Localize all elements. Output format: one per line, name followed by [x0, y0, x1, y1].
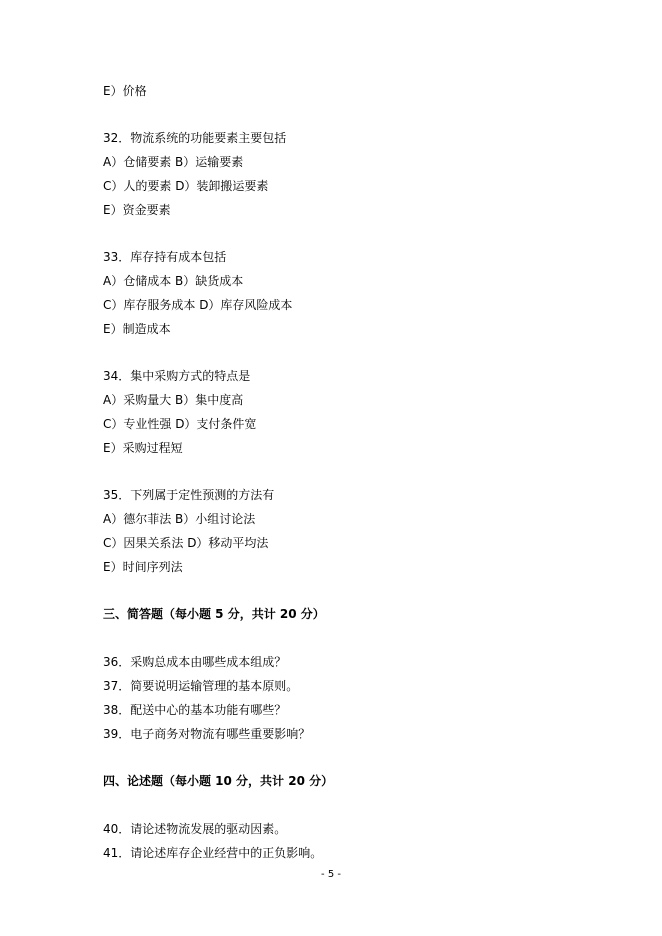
section-3-heading: 三、简答题（每小题 5 分，共计 20 分） [103, 607, 325, 621]
q34-options-cd: C）专业性强 D）支付条件宽 [103, 417, 257, 431]
q33-stem: 33．库存持有成本包括 [103, 250, 227, 264]
q32-options-ab: A）仓储要素 B）运输要素 [103, 155, 244, 169]
q40-stem: 40．请论述物流发展的驱动因素。 [103, 822, 287, 836]
section-4-heading: 四、论述题（每小题 10 分，共计 20 分） [103, 774, 334, 788]
q34-option-e: E）采购过程短 [103, 441, 183, 455]
q41-stem: 41．请论述库存企业经营中的正负影响。 [103, 846, 323, 860]
q32-option-e: E）资金要素 [103, 203, 171, 217]
q36-stem: 36．采购总成本由哪些成本组成？ [103, 655, 287, 669]
q32-options-cd: C）人的要素 D）装卸搬运要素 [103, 179, 269, 193]
q39-stem: 39．电子商务对物流有哪些重要影响？ [103, 727, 311, 741]
q34-options-ab: A）采购量大 B）集中度高 [103, 393, 244, 407]
q38-stem: 38．配送中心的基本功能有哪些？ [103, 703, 287, 717]
q35-option-e: E）时间序列法 [103, 560, 183, 574]
q31-option-e: E）价格 [103, 84, 147, 98]
page-number: - 5 - [321, 869, 341, 880]
q35-stem: 35．下列属于定性预测的方法有 [103, 488, 275, 502]
q35-options-ab: A）德尔菲法 B）小组讨论法 [103, 512, 256, 526]
q32-stem: 32．物流系统的功能要素主要包括 [103, 131, 287, 145]
q33-option-e: E）制造成本 [103, 322, 171, 336]
q35-options-cd: C）因果关系法 D）移动平均法 [103, 536, 269, 550]
q37-stem: 37．简要说明运输管理的基本原则。 [103, 679, 299, 693]
q33-options-ab: A）仓储成本 B）缺货成本 [103, 274, 244, 288]
q33-options-cd: C）库存服务成本 D）库存风险成本 [103, 298, 293, 312]
q34-stem: 34．集中采购方式的特点是 [103, 369, 251, 383]
